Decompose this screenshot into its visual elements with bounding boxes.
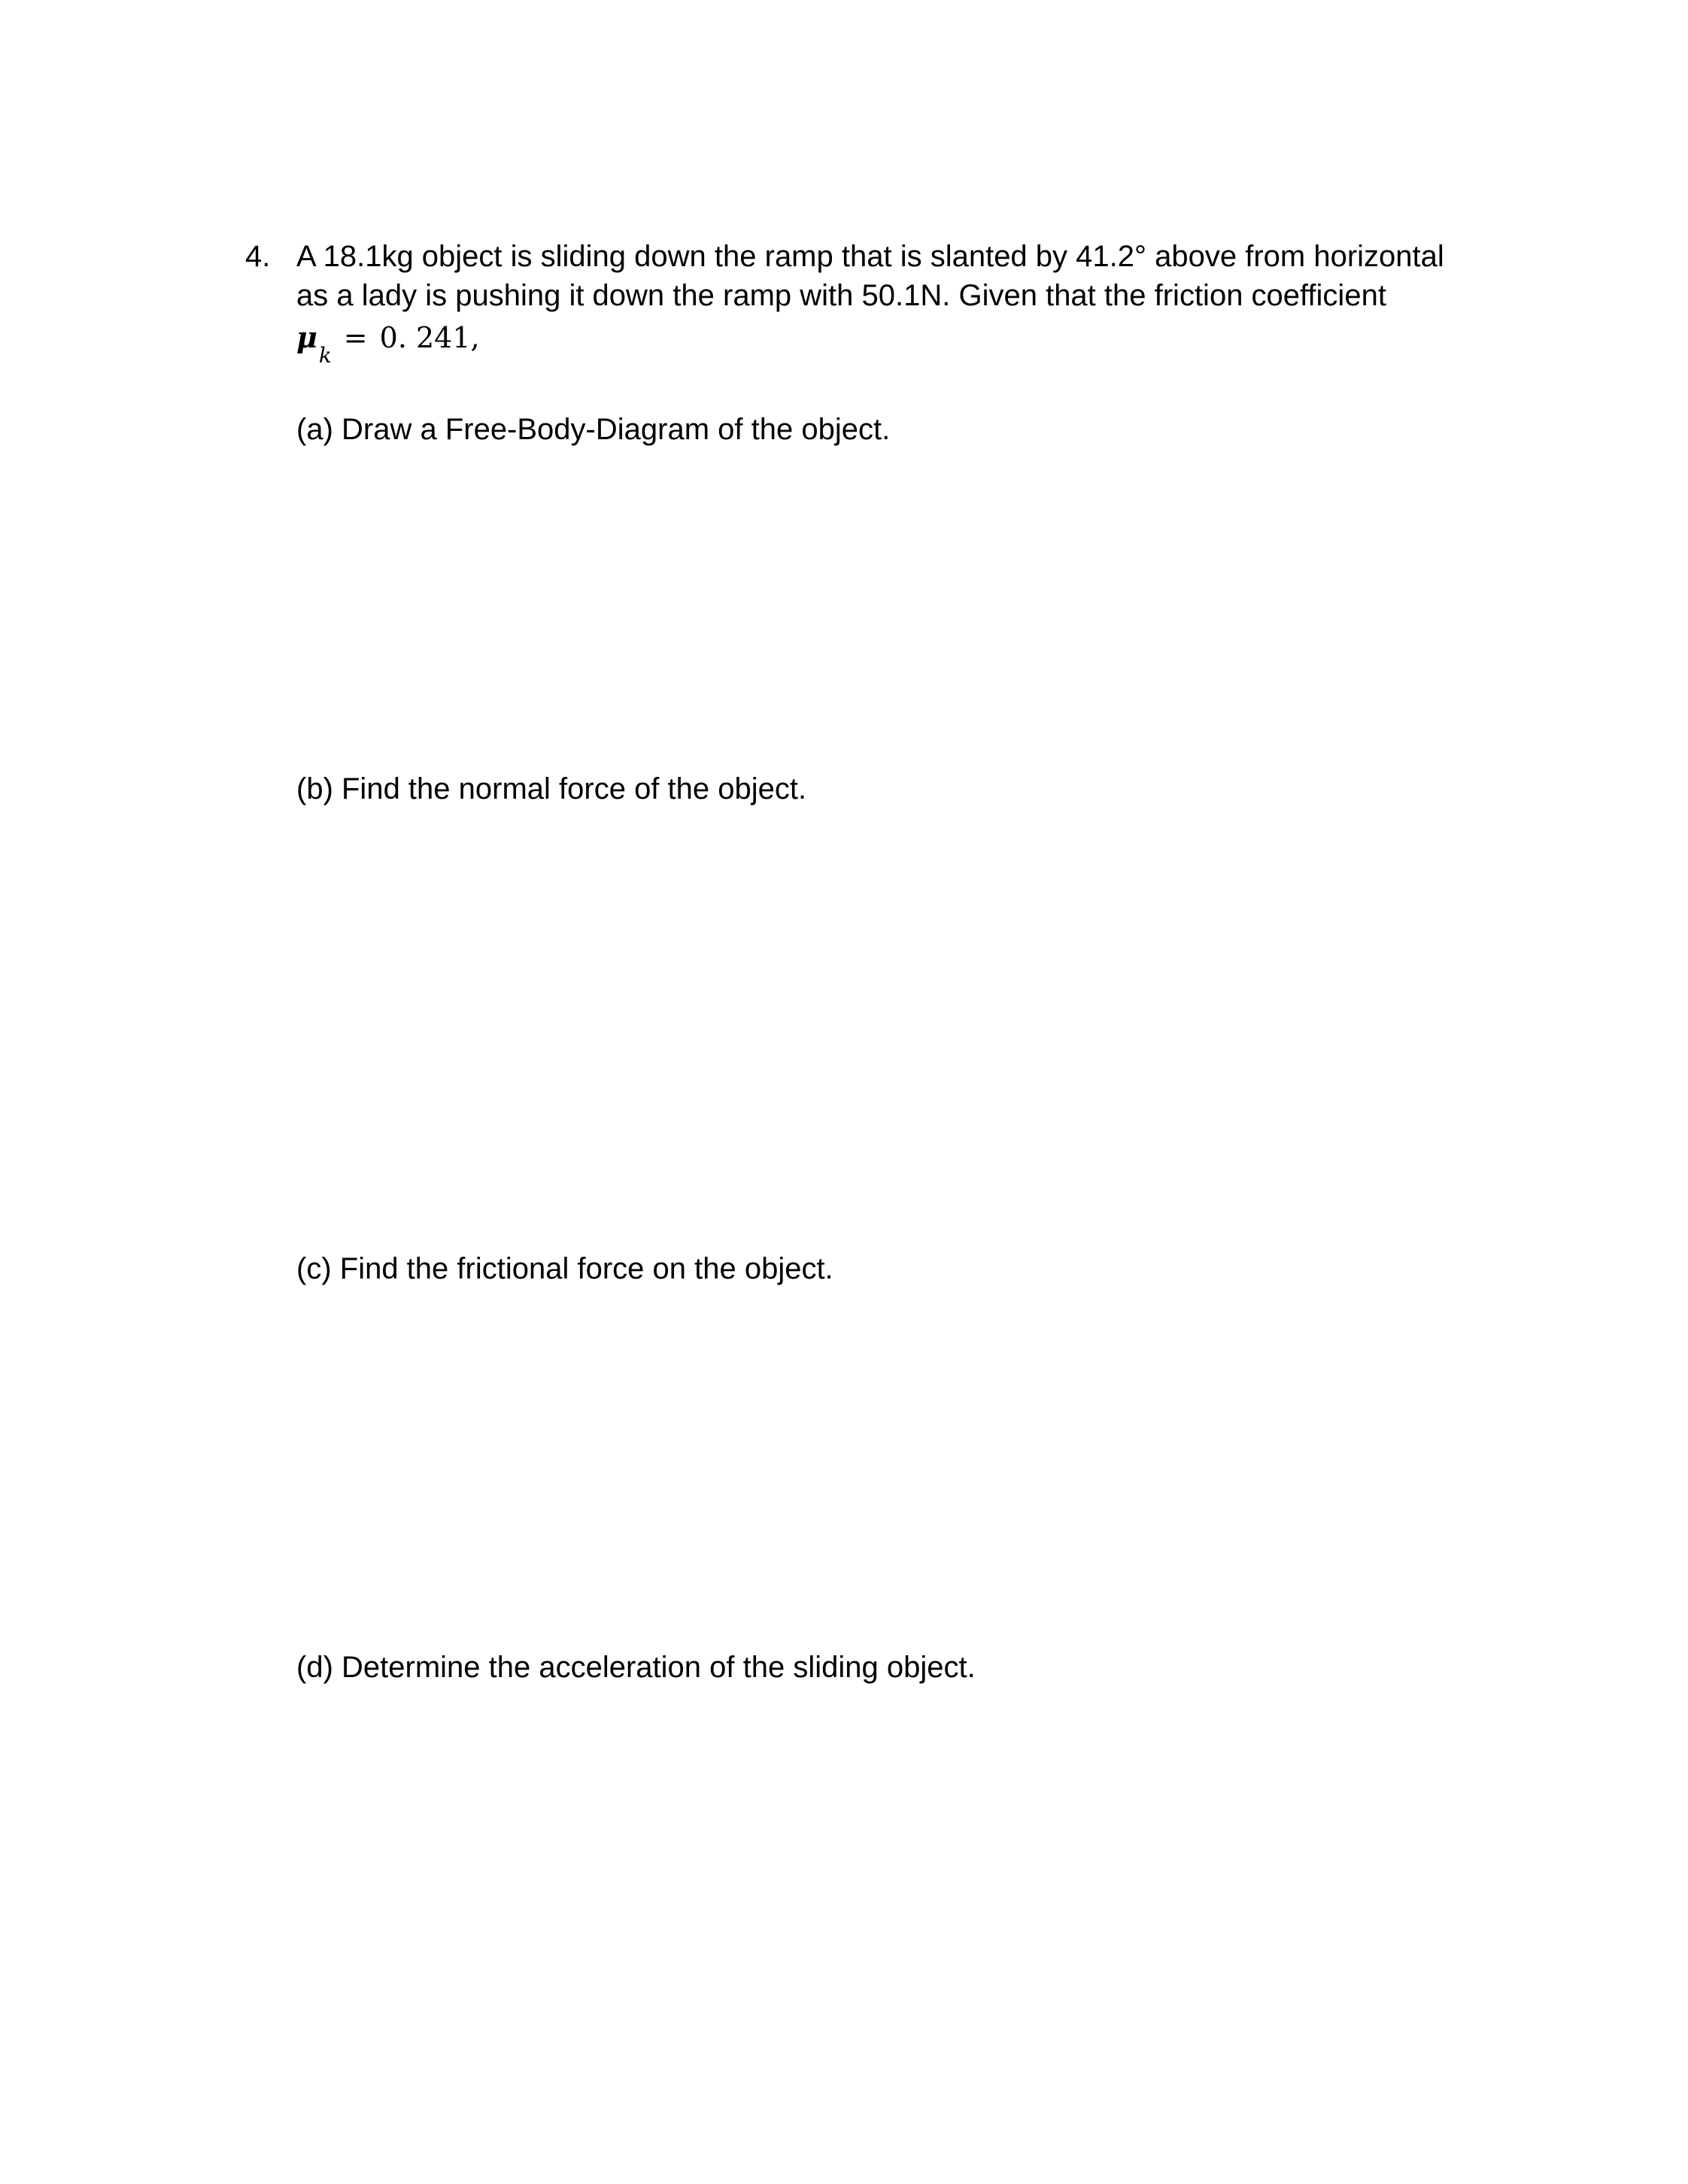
friction-coefficient-equation — [296, 317, 480, 368]
question-text-line-2: as a lady is pushing it down the ramp with 50.1N. Given that the friction coefficient — [296, 279, 1386, 312]
part-c-prompt: (c) Find the frictional force on the object. — [296, 1252, 833, 1285]
mu-symbol: μ — [296, 320, 317, 354]
equals-sign: = — [343, 321, 368, 354]
part-d-prompt: (d) Determine the acceleration of the sliding object. — [296, 1651, 976, 1684]
question-number: 4. — [245, 240, 271, 273]
question-text-line-1: A 18.1kg object is sliding down the ramp that is slanted by 41.2° above from horizontal — [296, 240, 1444, 273]
part-a-prompt: (a) Draw a Free-Body-Diagram of the object. — [296, 413, 891, 446]
coefficient-value: 0. 241, — [379, 321, 480, 354]
part-b-prompt: (b) Find the normal force of the object. — [296, 772, 807, 805]
mu-subscript: k — [318, 343, 332, 368]
